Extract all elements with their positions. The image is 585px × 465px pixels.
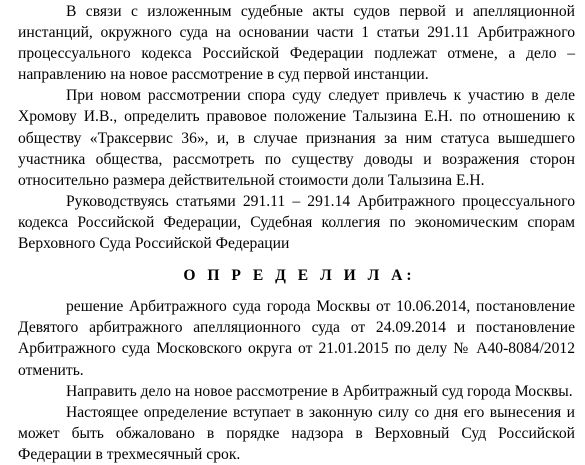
paragraph-send-to-court: Направить дело на новое рассмотрение в Арбитражный суд города Москвы. <box>66 382 573 400</box>
paragraph-entry-into-force: Настоящее определение вступает в законную силу со дня его вынесения и может быть обжаловано в порядке надзора в Верховный Суд Российской Федерации в трехмесячный срок. <box>18 403 575 463</box>
ruling-heading: О П Р Е Д Е Л И Л А: <box>183 267 416 285</box>
paragraph-cancellation-grounds: В связи с изложенным судебные акты судов первой и апелляционной инстанций, окружного суда на основании части 1 статьи 291.11 Арбитражного процессуального кодекса Российской Федерации подлежат отмене, а дело – направлению на новое рассмотрение в суд первой инстанции. <box>18 3 575 84</box>
paragraph-decisions-cancelled: решение Арбитражного суда города Москвы от 10.06.2014, постановление Девятого арбитражного апелляционного суда от 24.09.2014 и постановление Арбитражного суда Московского округа от 21.01.2015 по делу № А40-8084/2012 отменить. <box>18 298 575 379</box>
paragraph-retrial-instructions: При новом рассмотрении спора суду следует привлечь к участию в деле Хромову И.В., определить правовое положение Талызина Е.Н. по отношению к обществу «Траксервис 36», и, в случае признания за ним статуса вышедшего участника общества, рассмотреть по существу доводы и возражения сторон относительно размера действительной стоимости доли Талызина Е.Н. <box>18 87 575 189</box>
paragraph-legal-basis: Руководствуясь статьями 291.11 – 291.14 Арбитражного процессуального кодекса Российской Федерации, Судебная коллегия по экономическим спорам Верховного Суда Российской Федерации <box>18 192 575 253</box>
